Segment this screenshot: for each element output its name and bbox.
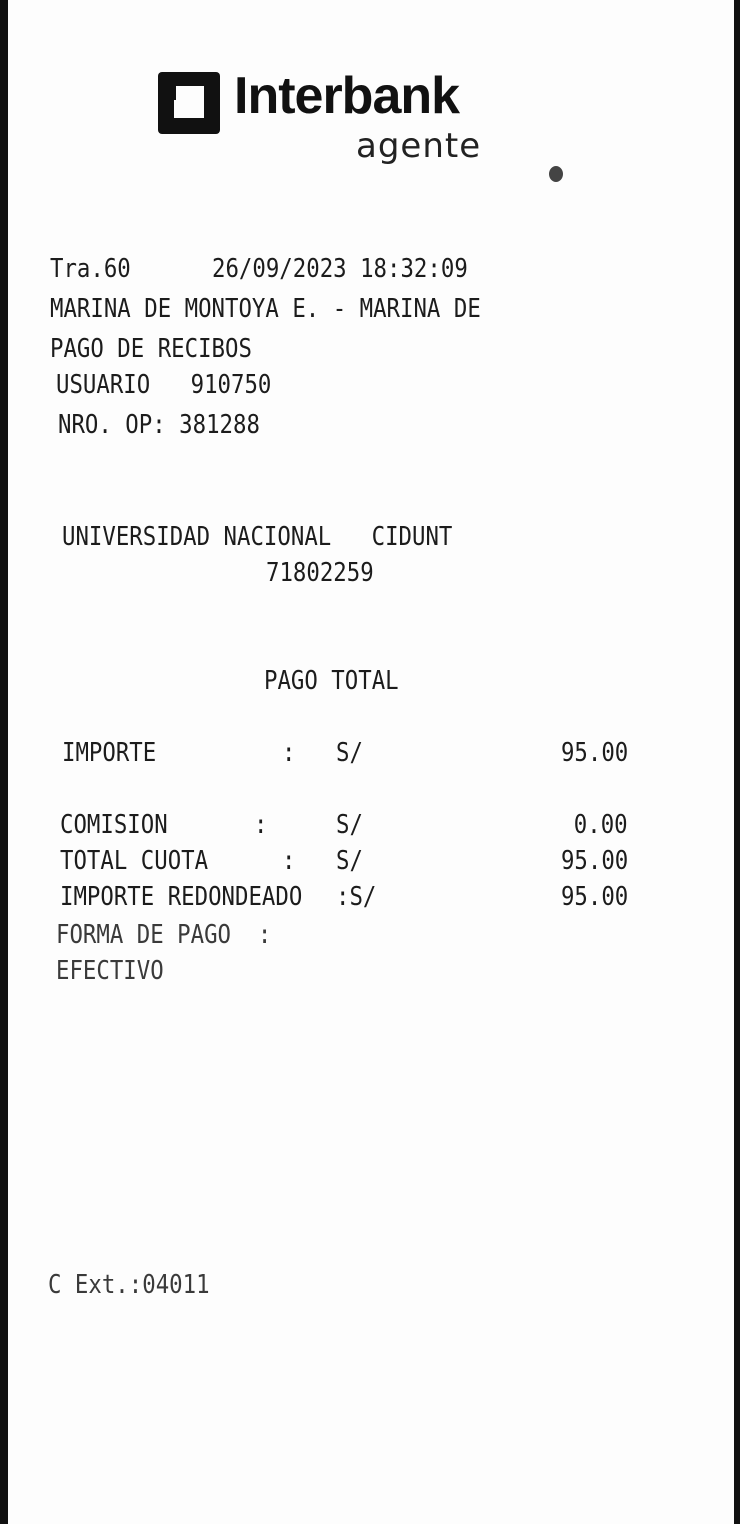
- row-amount-total-cuota: 95.00: [560, 846, 628, 876]
- row-amount-importe-redondeado: 95.00: [560, 882, 628, 912]
- row-label-total-cuota: TOTAL CUOTA: [60, 846, 209, 876]
- payment-title: PAGO TOTAL: [264, 666, 399, 696]
- row-sep-importe-redondeado: :S/: [336, 882, 377, 912]
- row-amount-comision: 0.00: [574, 810, 628, 840]
- row-amount-importe: 95.00: [560, 738, 628, 768]
- interbank-logo-icon: [158, 72, 220, 134]
- payee-name: UNIVERSIDAD NACIONAL CIDUNT: [62, 522, 453, 552]
- row-sep-comision: :: [254, 810, 268, 840]
- row-label-importe-redondeado: IMPORTE REDONDEADO: [60, 882, 303, 912]
- transaction-id: Tra.60: [50, 254, 131, 284]
- logo-subtitle: agente: [356, 126, 482, 166]
- payee-code: 71802259: [266, 558, 374, 588]
- photo-background-left: [0, 0, 8, 1524]
- receipt-paper: [6, 0, 734, 1524]
- external-code: C Ext.:04011: [48, 1270, 210, 1300]
- row-currency-comision: S/: [336, 810, 363, 840]
- payment-method-value: EFECTIVO: [56, 956, 164, 986]
- operation-number: NRO. OP: 381288: [58, 410, 260, 440]
- operation-type: PAGO DE RECIBOS: [50, 334, 252, 364]
- photo-background-right: [734, 0, 740, 1524]
- row-label-importe: IMPORTE: [62, 738, 157, 768]
- row-currency-total-cuota: S/: [336, 846, 363, 876]
- logo-brand-name: Interbank: [234, 67, 460, 125]
- ink-dot: [549, 166, 563, 182]
- row-currency-importe: S/: [336, 738, 363, 768]
- interbank-logo: [158, 67, 498, 170]
- payment-method-label: FORMA DE PAGO :: [56, 920, 272, 950]
- agent-name: MARINA DE MONTOYA E. - MARINA DE: [50, 294, 481, 324]
- user-id: USUARIO 910750: [56, 370, 272, 400]
- row-sep-importe: :: [282, 738, 296, 768]
- row-label-comision: COMISION: [60, 810, 168, 840]
- row-sep-total-cuota: :: [282, 846, 296, 876]
- transaction-datetime: 26/09/2023 18:32:09: [212, 254, 468, 284]
